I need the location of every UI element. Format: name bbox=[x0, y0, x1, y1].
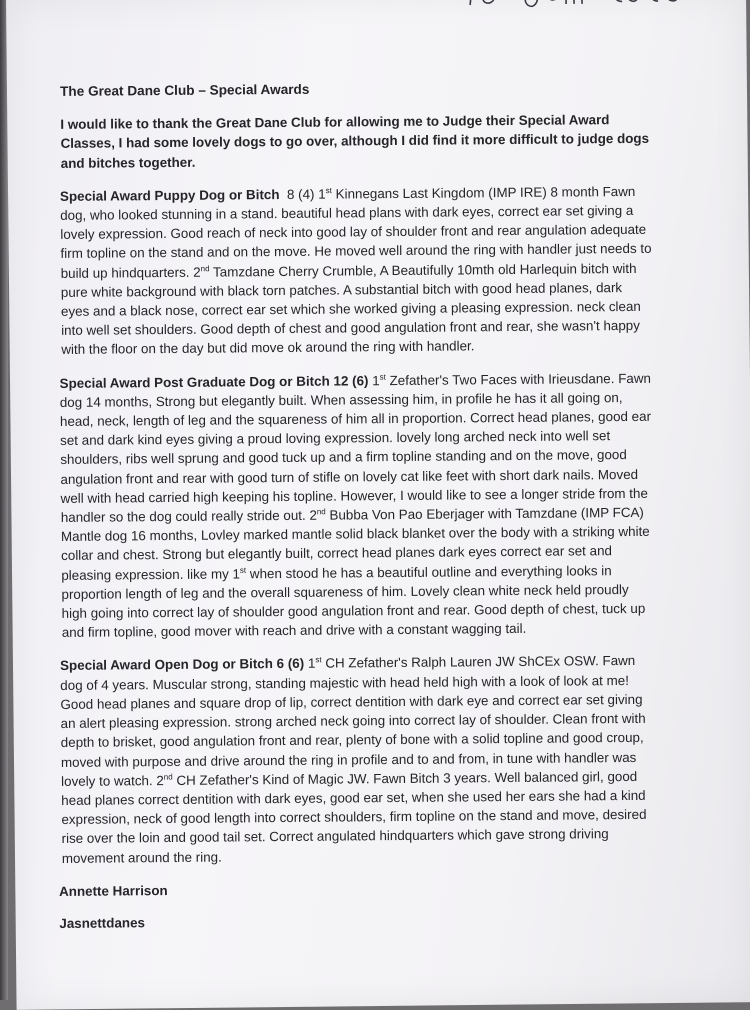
award-heading: Special Award Post Graduate Dog or Bitch bbox=[59, 373, 330, 391]
open-award-paragraph bbox=[60, 651, 659, 867]
second-place-suffix: nd bbox=[163, 772, 173, 782]
judge-name: Annette Harrison bbox=[58, 882, 168, 899]
entry-count: 12 (6) bbox=[333, 372, 369, 389]
second-place-suffix: nd bbox=[200, 263, 210, 273]
second-place-critique: Tamzdane Cherry Crumble, A Beautifully 10mth old Harlequin bitch with pure white background with black torn patches. A substantial bitch with good head planes, dark eyes and a black nose, correct ear set which she worked giving a pleasing expression. neck clean into well set shoulders. Good depth of chest and good angulation front and rear, she wasn't happy with the floor on the day but did move ok around the ring with handler. bbox=[60, 260, 641, 358]
second-place-critique-continued: when stood he has a beautiful outline and everything looks in proportion length of leg and the overall squareness of him. Lovely clean white neck held proudly high going into correct lay of shoulder good angulation front and rear. Good depth of chest, tuck up and firm topline, good mover with reach and drive with a constant wagging tail. bbox=[61, 562, 646, 641]
handwritten-scribble bbox=[446, 0, 726, 25]
first-place-suffix: st bbox=[315, 655, 322, 665]
reference-number: 1 bbox=[232, 566, 241, 582]
second-place-number: 2 bbox=[309, 507, 317, 523]
first-place-suffix: st bbox=[325, 185, 332, 195]
puppy-award-paragraph bbox=[60, 182, 654, 360]
first-place-critique: Kinnegans Last Kingdom (IMP IRE) 8 month Fawn dog, who looked stunning in a stand. beautiful head plans with dark eyes, correct ear set giving a lovely expression. Good reach of neck into good lay of shoulder front and rear angulation adequate firm topline on the stand and on the move. He moved well around the ring with handler just needs to build up hindquarters. bbox=[60, 183, 652, 281]
award-heading: Special Award Open Dog or Bitch bbox=[60, 656, 273, 674]
first-place-critique: Zefather's Two Faces with Irieusdane. Fawn dog 14 months, Strong but elegantly built. When assessing him, in profile he has it all going on, head, neck, length of leg and the squareness of him all in proportion. Correct head planes, good ear set and dark kind eyes giving a proud loving expression. lovely long arched neck into well set shoulders, ribs well sprung and good tuck up and a firm topline standing and on the move, good angulation front and rear with good turn of stifle on lovely cat like feet with short dark nails. Moved well with head carried high keeping his topline. However, I would like to see a longer stride from the handler so the dog could really stride out. bbox=[59, 370, 652, 526]
second-place-critique: CH Zefather's Kind of Magic JW. Fawn Bitch 3 years. Well balanced girl, good head planes correct dentition with dark eyes, good ear set, when she used her ears she had a kind expression, neck of good length into correct shoulders, firm topline on the stand and move, desired rise over the loin and good tail set. Correct angulated hindquarters which gave strong driving movement around the ring. bbox=[61, 768, 647, 866]
first-place-number: 1 bbox=[307, 656, 316, 672]
reference-suffix: st bbox=[239, 565, 247, 575]
first-place-number: 1 bbox=[318, 186, 326, 202]
kennel-name: Jasnettdanes bbox=[59, 915, 145, 931]
second-place-suffix: nd bbox=[316, 507, 326, 517]
second-place-number: 2 bbox=[156, 772, 164, 788]
document-text bbox=[52, 77, 660, 946]
entry-count: 8 (4) bbox=[286, 186, 315, 202]
first-place-number: 1 bbox=[372, 372, 380, 388]
second-place-critique: Bubba Von Pao Eberjager with Tamzdane (IMP FCA) Mantle dog 16 months, Lovley marked mantle solid black blanket over the body with a striking white collar and chest. Strong but elegantly built, correct head planes dark eyes correct ear set and pleasing expression. like my bbox=[60, 504, 650, 583]
entry-count: 6 (6) bbox=[276, 656, 305, 672]
first-place-suffix: st bbox=[379, 372, 386, 382]
first-place-critique: CH Zefather's Ralph Lauren JW ShCEx OSW. Fawn dog of 4 years. Muscular strong, standing majestic with head held high with a look of look at me! Good head planes and square drop of lip, correct dentition with dark eye and correct ear set giving an alert pleasing expression. strong arched neck going into correct lay of shoulder. Clean front with depth to brisket, good angulation front and rear, plenty of bone with a solid topline and good croup, moved with purpose and drive around the ring in profile and to and from, in tune with handler was lovely to watch. bbox=[60, 653, 646, 789]
document-title: The Great Dane Club – Special Awards bbox=[60, 81, 310, 99]
second-place-number: 2 bbox=[193, 264, 201, 280]
post-graduate-award-paragraph bbox=[60, 368, 657, 642]
award-heading: Special Award Puppy Dog or Bitch bbox=[59, 186, 280, 204]
thanks-paragraph: I would like to thank the Great Dane Club for allowing me to Judge their Special Award Classes, I had some lovely dogs to go over, although I did find it more difficult to judge dogs and bitches together. bbox=[60, 112, 650, 171]
